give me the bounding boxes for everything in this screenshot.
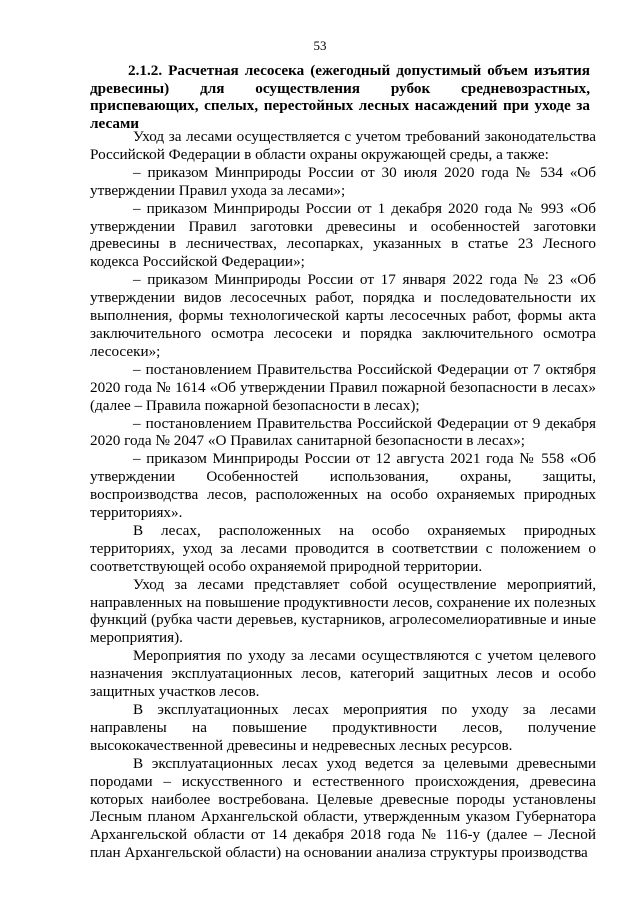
paragraph: В лесах, расположенных на особо охраняемых природных территориях, уход за лесами проводится в соответствии с положением о соответствующей особо охраняемой природной территории. [90, 521, 596, 575]
paragraph: Мероприятия по уходу за лесами осуществляются с учетом целевого назначения эксплуатационных лесов, категорий защитных лесов и особо защитных участков лесов. [90, 647, 596, 701]
paragraph: Уход за лесами представляет собой осуществление мероприятий, направленных на повышение продуктивности лесов, сохранение их полезных функций (рубка части деревьев, кустарников, агролесомелиоративные и иные мероприятия). [90, 575, 596, 647]
paragraph: – постановлением Правительства Российской Федерации от 9 декабря 2020 года № 2047 «О Правилах санитарной безопасности в лесах»; [90, 414, 596, 450]
paragraph: Уход за лесами осуществляется с учетом требований законодательства Российской Федерации в области охраны окружающей среды, а также: [90, 128, 596, 163]
paragraph: – постановлением Правительства Российской Федерации от 7 октября 2020 года № 1614 «Об утверждении Правил пожарной безопасности в лесах» (далее – Правила пожарной безопасности в лесах); [90, 360, 596, 414]
paragraph: – приказом Минприроды России от 12 августа 2021 года № 558 «Об утверждении Особенностей использования, охраны, защиты, воспроизводства лесов, расположенных на особо охраняемых природных территориях». [90, 450, 596, 522]
paragraph: – приказом Минприроды России от 1 декабря 2020 года № 993 «Об утверждении Правил заготовки древесины и особенностей заготовки древесины в лесничествах, лесопарках, указанных в статье 23 Лесного кодекса Российской Федерации»; [90, 199, 596, 271]
section-heading: 2.1.2. Расчетная лесосека (ежегодный допустимый объем изъятия древесины) для осуществления рубок средневозрастных, приспевающих, спелых, перестойных лесных насаждений при уходе за лесами [90, 62, 590, 132]
paragraph: – приказом Минприроды России от 30 июля 2020 года № 534 «Об утверждении Правил ухода за лесами»; [90, 163, 596, 199]
document-body [90, 128, 596, 862]
paragraph: – приказом Минприроды России от 17 января 2022 года № 23 «Об утверждении видов лесосечных работ, порядка и последовательности их выполнения, формы технологической карты лесосечных работ, формы акта заключительного осмотра лесосеки и порядка заключительного осмотра лесосеки»; [90, 271, 596, 360]
page-number: 53 [313, 38, 327, 53]
paragraph: В эксплуатационных лесах мероприятия по уходу за лесами направлены на повышение продуктивности лесов, получение высококачественной древесины и недревесных лесных ресурсов. [90, 701, 596, 754]
paragraph: В эксплуатационных лесах уход ведется за целевыми древесными породами – искусственного и естественного происхождения, древесина которых наиболее востребована. Целевые древесные породы установлены Лесным планом Архангельской области, утвержденным указом Губернатора Архангельской области от 14 декабря 2018 года № 116-у (далее – Лесной план Архангельской области) на основании анализа структуры производства [90, 754, 596, 862]
